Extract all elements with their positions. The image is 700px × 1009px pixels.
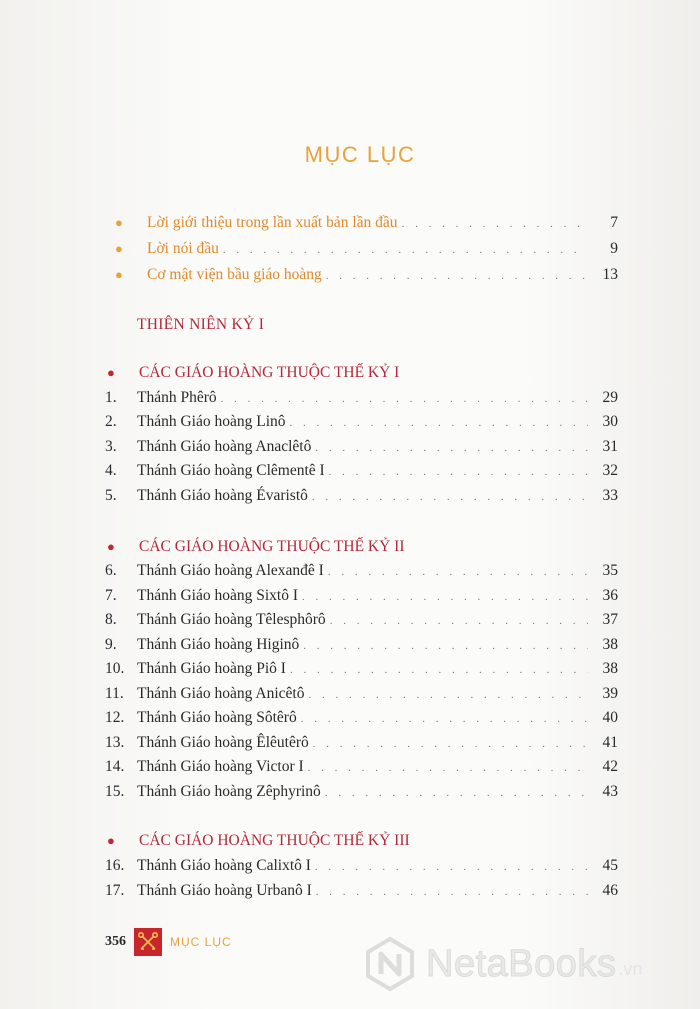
toc-page-number: 46	[602, 882, 618, 899]
dot-leader	[402, 218, 588, 230]
toc-page-number: 36	[602, 587, 618, 604]
toc-entry-title: Thánh Giáo hoàng Alexanđê I	[137, 562, 324, 579]
dot-leader	[301, 713, 588, 725]
dot-leader	[223, 244, 588, 256]
toc-page-number: 37	[602, 611, 618, 628]
toc-entry[interactable]	[105, 587, 618, 609]
dot-leader	[302, 591, 588, 603]
netabooks-watermark	[362, 934, 642, 994]
page-title: MỤC LỤC	[304, 142, 416, 167]
toc-page-number: 9	[610, 240, 618, 257]
toc-page-number: 42	[602, 758, 618, 775]
toc-page-number: 41	[602, 734, 618, 751]
toc-entry-title: Thánh Giáo hoàng Urbanô I	[137, 882, 312, 899]
dot-leader	[308, 762, 588, 774]
entry-number: 12.	[105, 709, 125, 726]
entry-number: 17.	[105, 882, 125, 899]
toc-entry[interactable]	[105, 882, 618, 904]
dot-leader	[308, 689, 588, 701]
century-heading	[105, 364, 399, 386]
toc-page-number: 29	[602, 389, 618, 406]
watermark-tld: .vn	[618, 958, 643, 979]
entry-number: 9.	[105, 636, 117, 653]
toc-entry[interactable]	[105, 636, 618, 658]
toc-entry-title: Thánh Giáo hoàng Anicêtô	[137, 685, 305, 702]
dot-leader	[290, 664, 588, 676]
century-heading	[105, 538, 405, 560]
toc-page-number: 30	[602, 413, 618, 430]
toc-page-number: 32	[602, 462, 618, 479]
century-heading-text: CÁC GIÁO HOÀNG THUỘC THẾ KỶ I	[139, 364, 400, 381]
toc-page-number: 40	[602, 709, 618, 726]
toc-entry[interactable]	[105, 783, 618, 805]
toc-entry-title: Thánh Giáo hoàng Higinô	[137, 636, 300, 653]
toc-page-number: 31	[602, 438, 618, 455]
toc-page-number: 35	[602, 562, 618, 579]
toc-page-number: 38	[602, 636, 618, 653]
entry-number: 6.	[105, 562, 117, 579]
entry-number: 3.	[105, 438, 117, 455]
dot-leader	[328, 566, 588, 578]
toc-page-number: 39	[602, 685, 618, 702]
dot-leader	[313, 738, 588, 750]
toc-entry-title: Thánh Phêrô	[137, 389, 217, 406]
toc-entry[interactable]	[105, 438, 618, 460]
entry-number: 15.	[105, 783, 125, 800]
dot-leader	[315, 861, 588, 873]
toc-entry-title: Thánh Giáo hoàng Êlêutêrô	[137, 734, 309, 751]
toc-page-number: 38	[602, 660, 618, 677]
toc-page-number: 43	[602, 783, 618, 800]
toc-entry-title: Lời giới thiệu trong lần xuất bản lần đầu	[147, 214, 398, 231]
dot-leader	[312, 491, 588, 503]
century-heading	[105, 832, 410, 854]
toc-page-number: 45	[602, 857, 618, 874]
bullet-icon: ●	[107, 365, 115, 380]
dot-leader	[329, 466, 588, 478]
toc-entry-title: Thánh Giáo hoàng Anaclêtô	[137, 438, 312, 455]
toc-entry[interactable]	[105, 709, 618, 731]
entry-number: 5.	[105, 487, 117, 504]
dot-leader	[315, 442, 588, 454]
toc-entry-title: Thánh Giáo hoàng Sixtô I	[137, 587, 299, 604]
toc-entry-title: Thánh Giáo hoàng Calixtô I	[137, 857, 311, 874]
toc-entry[interactable]	[105, 413, 618, 435]
toc-entry[interactable]	[105, 857, 618, 879]
entry-number: 14.	[105, 758, 125, 775]
toc-intro-item[interactable]	[105, 266, 618, 288]
entry-number: 7.	[105, 587, 117, 604]
toc-entry[interactable]	[105, 660, 618, 682]
entry-number: 1.	[105, 389, 117, 406]
toc-entry[interactable]	[105, 487, 618, 509]
millennium-heading: THIÊN NIÊN KỶ I	[137, 316, 265, 333]
toc-entry-title: Thánh Giáo hoàng Linô	[137, 413, 286, 430]
bullet-icon: ●	[107, 539, 115, 554]
bullet-icon: ●	[115, 267, 123, 282]
page-footer	[105, 928, 232, 956]
entry-number: 11.	[105, 685, 124, 702]
page-number: 356	[105, 934, 126, 949]
toc-entry[interactable]	[105, 734, 618, 756]
toc-entry[interactable]	[105, 462, 618, 484]
entry-number: 8.	[105, 611, 117, 628]
toc-page-number: 33	[602, 487, 618, 504]
entry-number: 2.	[105, 413, 117, 430]
toc-entry[interactable]	[105, 389, 618, 411]
dot-leader	[303, 640, 588, 652]
toc-entry-title: Thánh Giáo hoàng Évaristô	[137, 487, 308, 504]
toc-entry[interactable]	[105, 562, 618, 584]
toc-entry-title: Thánh Giáo hoàng Zêphyrinô	[137, 783, 321, 800]
crossed-keys-icon	[134, 928, 162, 956]
dot-leader	[325, 787, 588, 799]
toc-entry[interactable]	[105, 758, 618, 780]
watermark-brand: NetaBooks	[426, 942, 617, 985]
dot-leader	[316, 886, 588, 898]
dot-leader	[290, 417, 588, 429]
toc-page-number: 13	[602, 266, 618, 283]
dot-leader	[221, 393, 588, 405]
toc-entry-title: Thánh Giáo hoàng Clêmentê I	[137, 462, 325, 479]
century-heading-text: CÁC GIÁO HOÀNG THUỘC THẾ KỶ III	[139, 832, 410, 849]
dot-leader	[330, 615, 588, 627]
toc-intro-item[interactable]	[105, 240, 618, 262]
toc-entry-title: Thánh Giáo hoàng Têlesphôrô	[137, 611, 326, 628]
entry-number: 4.	[105, 462, 117, 479]
bullet-icon: ●	[115, 215, 123, 230]
netabooks-logo-icon	[362, 936, 418, 992]
toc-page-number: 7	[610, 214, 618, 231]
entry-number: 16.	[105, 857, 125, 874]
toc-intro-item[interactable]	[105, 214, 618, 236]
toc-entry-title: Cơ mật viện bầu giáo hoàng	[147, 266, 322, 283]
bullet-icon: ●	[107, 833, 115, 848]
toc-entry-title: Lời nói đầu	[147, 240, 219, 257]
footer-label: MỤC LỤC	[170, 935, 232, 949]
bullet-icon: ●	[115, 241, 123, 256]
dot-leader	[326, 270, 588, 282]
century-heading-text: CÁC GIÁO HOÀNG THUỘC THẾ KỶ II	[139, 538, 405, 555]
toc-entry-title: Thánh Giáo hoàng Sôtêrô	[137, 709, 297, 726]
toc-entry[interactable]	[105, 611, 618, 633]
toc-entry-title: Thánh Giáo hoàng Victor I	[137, 758, 304, 775]
toc-entry[interactable]	[105, 685, 618, 707]
entry-number: 10.	[105, 660, 125, 677]
entry-number: 13.	[105, 734, 125, 751]
toc-entry-title: Thánh Giáo hoàng Piô I	[137, 660, 286, 677]
